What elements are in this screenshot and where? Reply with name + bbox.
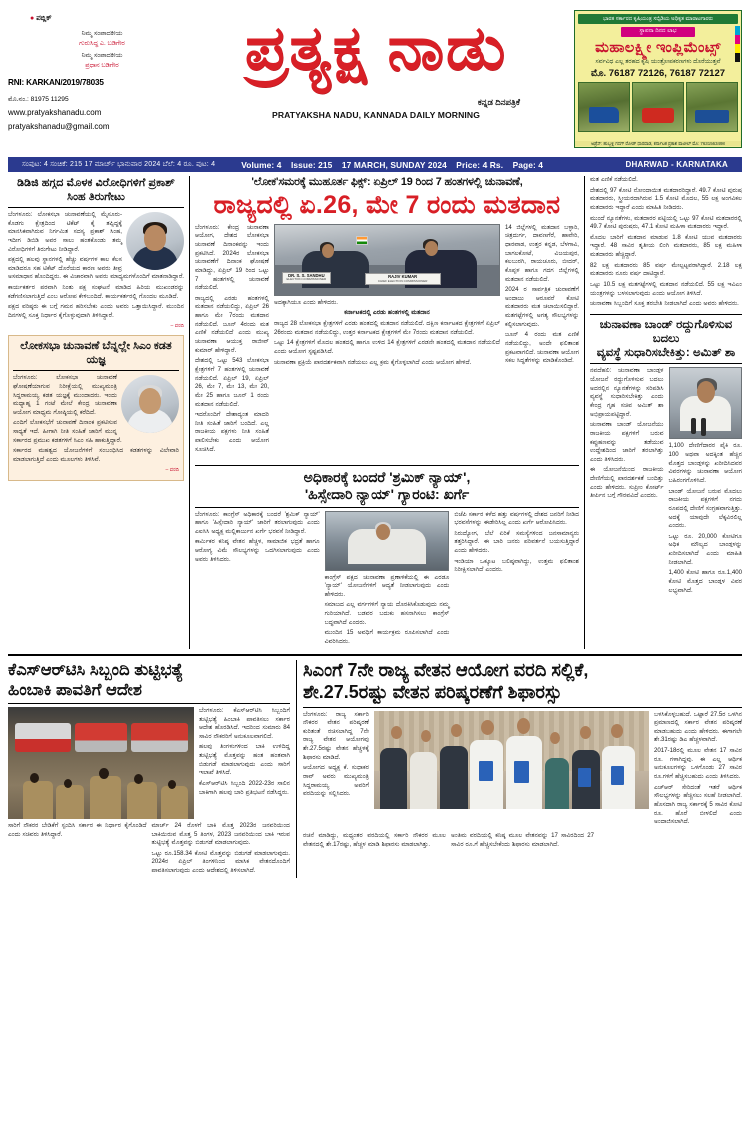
lead-story-columns <box>195 224 579 457</box>
masthead-subtitle-kn: ಕನ್ನಡ ದಿನಪತ್ರಿಕೆ <box>477 97 520 108</box>
info-price: Price: 4 Rs. <box>456 159 504 170</box>
bl-c2-p2: ಮಾರ್ಚ್ 24 ರೊಳಗೆ ಬಾಕಿ ಮೊತ್ತ 2023ರ ಜನವರಿಯಿಂದ ಬಾಕಿಯಿರುವ ಮೊತ್ತ 5 ತಿಂಗಳ, 2023 ಜನವರಿಯಿಂದ ಬಾಕಿ ಇರುವ ತುಟ್ಟಿಭತ್ಯೆ ಮೊತ್ತವನ್ನು ಬಿಡುಗಡೆ ಮಾಡಲಾಗುವುದು. <box>151 821 290 847</box>
info-volume: Volume: 4 <box>241 159 282 170</box>
right-p1: ಮತ ಎಣಿಕೆ ನಡೆಯಲಿದೆ. <box>590 176 638 183</box>
mid-left-col-3 <box>454 511 579 649</box>
ksrtc-strike-photo <box>8 707 194 819</box>
lead-col3-p2: 2024 ರ ಸಾರ್ವತ್ರಿಕ ಚುನಾವಣೆಗೆ ಅಂದಾಜು ಆರೂವರೆ ಕೋಟಿ ಮತದಾರರು ಮತ ಚಲಾಯಿಸಲಿದ್ದಾರೆ. ಮತಗಟ್ಟೆಗಳಲ್ಲಿ ಅಗತ್ಯ ಸೌಲಭ್ಯಗಳನ್ನು ಕಲ್ಪಿಸಲಾಗುವುದು. <box>505 286 579 328</box>
info-place: DHARWAD - KARNATAKA <box>625 160 728 169</box>
left-story-1-para-3: ಕಾರ್ಯಕರ್ತರ ಪರವಾಗಿ ನಿಂತು ಪಕ್ಷ ಸಂಘಟನೆ ಮಾಡಿದ ಹಿರಿಯ ಮುಖಂಡರನ್ನು ಕಡೆಗಣಿಸಲಾಗುತ್ತಿದೆ ಎಂಬ ಆರೋಪ ಕೇಳಿಬಂದಿದೆ. ಕಾರ್ಯಕರ್ತರಲ್ಲಿ ಗೊಂದಲ ಮೂಡಿದೆ. <box>8 284 184 300</box>
mid-right-headline-2: ವ್ಯವಸ್ಥೆ ಸುಧಾರಿಸಬೇಕಿತ್ತು: ಅಮಿತ್ ಶಾ <box>596 346 736 360</box>
lead-col2-p1: ಅದಕ್ಕಾಗಿಯೂ ಎಂದು ಹೇಳಿದರು. <box>274 298 338 306</box>
nameplate1-name: RAJIV KUMAR <box>388 274 418 279</box>
lead-col2-p3: ರಾಜ್ಯದ 28 ಲೋಕಸಭಾ ಕ್ಷೇತ್ರಗಳಿಗೆ ಎರಡು ಹಂತದಲ್ಲಿ ಮತದಾನ ನಡೆಯಲಿದೆ. ದಕ್ಷಿಣ ಕರ್ನಾಟಕದ ಕ್ಷೇತ್ರಗಳಿಗೆ ಏಪ್ರಿಲ್ 26ರಂದು ಮತದಾನ ನಡೆಯಲಿದ್ದು, ಉತ್ತರ ಕರ್ನಾಟಕದ ಕ್ಷೇತ್ರಗಳಿಗೆ ಮೇ 7ರಂದು ಮತದಾನ ನಡೆಯಲಿದೆ. <box>274 319 500 336</box>
mid-left-c2-p1: ಕಾಂಗ್ರೆಸ್ ಪಕ್ಷದ ಚುನಾವಣಾ ಪ್ರಣಾಳಿಕೆಯಲ್ಲಿ ಈ ಎರಡೂ 'ನ್ಯಾಯ್' ಯೋಜನೆಗಳಿಗೆ ಆದ್ಯತೆ ನೀಡಲಾಗುವುದು ಎಂದು ಹೇಳಿದರು. <box>324 573 450 598</box>
bottom-left-col-1 <box>199 707 290 819</box>
bottom-right-col-2b <box>451 832 594 851</box>
bottom-right-photo-block <box>374 711 649 829</box>
br-c3-p3: ಎಚ್ಆರ್ ಸೇರಿದಂತೆ ಇತರೆ ಆರ್ಥಿಕ ಸೌಲಭ್ಯಗಳನ್ನು ಹೆಚ್ಚಿಸಲು ಸಲಹೆ ನೀಡಲಾಗಿದೆ. ಹೊಸದಾಗಿ ರಾಜ್ಯ ಸರ್ಕಾರಕ್ಕೆ 5 ಸಾವಿರ ಕೋಟಿ ರೂ. ಹೊರೆ ಬೀಳಲಿದೆ ಎಂದು ಅಂದಾಜಿಸಲಾಗಿದೆ. <box>654 783 742 826</box>
masthead-kn-line3: ನಿಮ್ಮ ಸಂಪಾದಕೀಯ <box>81 52 123 60</box>
bottom-left-photo-block <box>8 707 194 819</box>
mid-left-headline-1: ಅಧಿಕಾರಕ್ಕೆ ಬಂದರೆ 'ಶ್ರಮಿಕ್ ನ್ಯಾಯ್', <box>303 469 471 486</box>
bottom-left-story[interactable] <box>8 660 290 878</box>
info-pages: Page: 4 <box>512 159 544 170</box>
lead-kicker: 'ಲೋಕ'ಸಮರಕ್ಕೆ ಮುಹೂರ್ತ ಫಿಕ್ಸ್: ಏಪ್ರಿಲ್ 19 ರಿಂದ 7 ಹಂತಗಳಲ್ಲಿ ಚುನಾವಣೆ, <box>251 176 523 188</box>
left-story-1-photo <box>126 212 184 270</box>
ad-image-plough <box>578 82 630 132</box>
ad-phone: ಮೊ. 76187 72126, 76187 72127 <box>590 67 726 79</box>
bottom-right-headline-2: ಶೇ.27.5ರಷ್ಟು ವೇತನ ಪರಿಷ್ಕರಣೆಗೆ ಶಿಫಾರಸ್ಸು <box>303 681 562 702</box>
br-c1-p2: ಆಯೋಗದ ಅಧ್ಯಕ್ಷ ಕೆ. ಸುಧಾಕರ ರಾವ್ ಅವರು ಮುಖ್ಯಮಂತ್ರಿ ಸಿದ್ದರಾಮಯ್ಯ ಅವರಿಗೆ ವರದಿಯನ್ನು ಸಲ್ಲಿಸಿದರು. <box>303 764 369 798</box>
bottom-right-story[interactable] <box>303 660 742 878</box>
ad-product-images <box>578 82 737 132</box>
info-issue: Issue: 215 <box>290 159 333 170</box>
lead-col1-p1: ಬೆಂಗಳೂರು: ಕೇಂದ್ರ ಚುನಾವಣಾ ಆಯೋಗ, ದೇಶದ ಲೋಕಸಭಾ ಚುನಾವಣೆ ದಿನಾಂಕವನ್ನು ಇಂದು ಪ್ರಕಟಿಸಿದೆ. 2024ರ ಲೋಕಸಭಾ ಚುನಾವಣೆಗೆ ದಿನಾಂಕ ಘೋಷಣೆ ಮಾಡಿದ್ದು, ಏಪ್ರಿಲ್ 19 ರಿಂದ ಒಟ್ಟು 7 ಹಂತಗಳಲ್ಲಿ ಚುನಾವಣೆ ನಡೆಯಲಿದೆ. <box>195 223 269 292</box>
mid-right-col-1 <box>590 367 664 597</box>
bl-c1-p3: ಕೆಎಸ್ಆರ್‌ಟಿಸಿ ಸಿಬ್ಬಂದಿ 2022-23ರ ಸಾಲಿನ ಬಾಕಿಗಾಗಿ ಹಲವು ಬಾರಿ ಪ್ರತಿಭಟನೆ ನಡೆಸಿದ್ದರು. <box>199 780 290 796</box>
column-divider-1 <box>189 176 190 649</box>
masthead-center <box>178 6 574 120</box>
bottom-divider <box>296 660 297 878</box>
left-story-2-body <box>13 374 179 474</box>
right-p2: ದೇಶದಲ್ಲಿ 97 ಕೋಟಿ ನೋಂದಾಯಿತ ಮತದಾರರಿದ್ದಾರೆ. 49.7 ಕೋಟಿ ಪುರುಷ ಮತದಾರರು, ಸ್ತ್ರೀಯರದಾಗಿರುವ 1.5 ಕೋಟಿ ಮೊದಲ, 55 ಲಕ್ಷ ಅಂಗವಿಕಲ ಮತದಾರರು ಇದ್ದಾರೆ ಎಂದು ಮಾಹಿತಿ ನೀಡಿದರು. <box>590 186 742 211</box>
masthead-advertisement[interactable] <box>574 10 742 148</box>
left-story-1-para-1: ಬೆಂಗಳೂರು: ಲೋಕಸಭಾ ಚುನಾವಣೆಯಲ್ಲಿ ಮೈಸೂರು-ಕೊಡಗು ಕ್ಷೇತ್ರದಿಂದ ಟಿಕೆಟ್ ಕೈ ತಪ್ಪಿದ್ದಕ್ಕೆ ಮಾನಸಿಕವಾಗಿರುವ ನಿರ್ಗಮಿತ ಸದಸ್ಯ ಪ್ರಕಾಶ್ ಸಿಂಹ, ಇದೀಗ ಡಿಬಿಡಿ ಅವರ ಸಾಲು ಹಂತಕೊಂಡು ತಮ್ಮ ವಿರೋಧಿಗಳಿಗೆ ತಿರುಗೇಟು ನೀಡಿದ್ದಾರೆ. <box>8 211 122 253</box>
mid-right-col-2 <box>669 367 743 597</box>
center-column <box>195 176 579 649</box>
mid-left-c1-p1: ಬೆಂಗಳೂರು: ಕಾಂಗ್ರೆಸ್ ಅಧಿಕಾರಕ್ಕೆ ಬಂದರೆ 'ಶ್ರಮಿಕ್ ನ್ಯಾಯ್' ಹಾಗೂ 'ಹಿಸ್ಸೇದಾರಿ ನ್ಯಾಯ್' ಜಾರಿಗೆ ತರಲಾಗುವುದು ಎಂದು ಎಐಸಿಸಿ ಅಧ್ಯಕ್ಷ ಮಲ್ಲಿಕಾರ್ಜುನ ಖರ್ಗೆ ಭರವಸೆ ನೀಡಿದ್ದಾರೆ. <box>195 510 320 535</box>
bottom-left-headline-1: ಕೆಎಸ್ಆರ್‌ಟಿಸಿ ಸಿಬ್ಬಂದಿ ತುಟ್ಟಿಭತ್ಯೆ <box>8 660 184 679</box>
nameplate2-name: DR. S. S. SANDHU <box>288 272 325 278</box>
left-story-2[interactable] <box>8 335 184 481</box>
lead-center-block <box>274 224 500 457</box>
lead-col2-subhead: ಕರ್ನಾಟಕದಲ್ಲಿ ಎರಡು ಹಂತಗಳಲ್ಲಿ ಮತದಾನ <box>344 309 430 317</box>
bottom-right-col-2c <box>599 832 742 851</box>
ad-image-trailer <box>686 82 738 132</box>
masthead <box>8 6 742 154</box>
kharge-photo <box>325 511 450 571</box>
masthead-bullet: ● ಪಬ್ಲಿಕ್ <box>30 15 52 22</box>
mid-left-c2-p2: ಸಮಾಜದ ಎಲ್ಲ ವರ್ಗಗಳಿಗೆ ನ್ಯಾಯ ದೊರಕಿಸಿಕೊಡುವುದು ನಮ್ಮ ಗುರಿಯಾಗಿದೆ. ಬಡವರ ಬದುಕು ಹಸನಾಗಿಸಲು ಕಾಂಗ್ರೆಸ್ ಬದ್ಧವಾಗಿದೆ ಎಂದರು. <box>324 601 450 626</box>
mid-right-c2-p3: ಒಟ್ಟು ರೂ. 20,000 ಕೋಟಿಗೂ ಅಧಿಕ ಮೌಲ್ಯದ ಬಾಂಡ್ಗಳನ್ನು ಖರೀದಿಸಲಾಗಿದೆ ಎಂದು ಮಾಹಿತಿ ನೀಡಲಾಗಿದೆ. <box>668 532 742 566</box>
mid-stories-row <box>195 460 579 648</box>
left-story-1-para-4: ಪಕ್ಷದ ವರಿಷ್ಠರು ಈ ಬಗ್ಗೆ ಗಮನ ಹರಿಸಬೇಕು ಎಂದು ಅವರು ಒತ್ತಾಯಿಸಿದ್ದಾರೆ. ಮುಂದಿನ ದಿನಗಳಲ್ಲಿ ಸೂಕ್ತ ನಿರ್ಧಾರ ಕೈಗೊಳ್ಳುವುದಾಗಿ ತಿಳಿಸಿದ್ದಾರೆ. <box>8 303 184 320</box>
ad-footer-address: ಅಡ್ರೆಸ್: ಹುಬ್ಬಳ್ಳಿ ಗದಗ್ ರೋಡ್ ಧಾರವಾಡ, ಕರ್ನಾಟಕ ಪ್ರಕಾಶ ಪಾಟೀಲ್ ಮೊ: 7631563498 <box>575 141 741 146</box>
mid-right-c2-p1: 1,100 ದೇಣಿಗೆದಾರರ ಪೈಕಿ ರೂ. 100 ಅಥವಾ ಅದಕ್ಕಿಂತ ಹೆಚ್ಚಿನ ಮೊತ್ತದ ಬಾಂಡ್ಗಳನ್ನು ಖರೀದಿಸಿದವರ ವಿವರಗಳನ್ನು ಚುನಾವಣಾ ಆಯೋಗ ಬಹಿರಂಗಗೊಳಿಸಿದೆ. <box>668 442 742 484</box>
bottom-right-headline-1: ಸಿಎಂಗೆ 7ನೇ ರಾಜ್ಯ ವೇತನ ಆಯೋಗ ವರದಿ ಸಲ್ಲಿಕೆ, <box>303 659 589 680</box>
masthead-kn-line4: ಪ್ರಧಾನ ಬಡಿಗೇರ <box>85 61 119 69</box>
masthead-email[interactable]: pratyakshanadu@gmail.com <box>8 121 110 131</box>
left-story-2-byline: – ವರದಿ <box>165 466 179 473</box>
br-c2-p2: ಅಂತಿಮ ವರದಿಯಲ್ಲಿ ಕನಿಷ್ಠ ಮೂಲ ವೇತನವನ್ನು 17 ಸಾವಿರದಿಂದ 27 ಸಾವಿರ ರೂ.ಗೆ ಹೆಚ್ಚಿಸಬೇಕೆಂದು ಶಿಫಾರಸು ಮಾಡಲಾಗಿದೆ. <box>451 831 594 848</box>
lead-col2-p4: ಒಟ್ಟು 14 ಕ್ಷೇತ್ರಗಳಿಗೆ ಮೊದಲ ಹಂತದಲ್ಲಿ ಹಾಗೂ ಉಳಿದ 14 ಕ್ಷೇತ್ರಗಳಿಗೆ ಎರಡನೇ ಹಂತದಲ್ಲಿ ಮತದಾನ ನಡೆಯಲಿದೆ ಎಂದು ಆಯೋಗ ಸ್ಪಷ್ಟಪಡಿಸಿದೆ. <box>274 339 500 355</box>
masthead-website[interactable]: www.pratyakshanadu.com <box>8 108 102 118</box>
left-story-2-para-3: ಸರ್ಕಾರದ ಮಹತ್ವದ ಯೋಜನೆಗಳಿಗೆ ಸಂಬಂಧಿಸಿದ ಕಡತಗಳನ್ನು ವಿಲೇವಾರಿ ಮಾಡಲಾಗುತ್ತಿದೆ ಎಂದು ಮೂಲಗಳು ತಿಳಿಸಿವೆ. <box>13 447 179 464</box>
br-c3-p2: 2017-18ರಲ್ಲಿ ಮೂಲ ವೇತನ 17 ಸಾವಿರ ರೂ. ಗಳಾಗಿದ್ದವು. ಈ ಎಲ್ಲ ಆರ್ಥಿಕ ಅನುಕೂಲಗಳನ್ನು ಒಳಗೊಂಡು 27 ಸಾವಿರ ರೂ.ಗಳಿಗೆ ಹೆಚ್ಚಿಸಬಹುದು ಎಂದು ತಿಳಿಸಿದರು. <box>654 747 742 781</box>
masthead-subtitle-en: PRATYAKSHA NADU, KANNADA DAILY MORNING <box>272 110 480 121</box>
masthead-bullet-label: ಪಬ್ಲಿಕ್ <box>36 15 52 22</box>
lead-col3-p1: 14 ಜಿಲ್ಲೆಗಳಲ್ಲಿ ಮತದಾನ ಬಳ್ಳಾರಿ, ಚಿತ್ರದುರ್ಗ, ದಾವಣಗೆರೆ, ಹಾವೇರಿ, ಧಾರವಾಡ, ಉತ್ತರ ಕನ್ನಡ, ಬೆಳಗಾವಿ, ಬಾಗಲಕೋಟೆ, ವಿಜಯಪುರ, ಕಲಬುರಗಿ, ರಾಯಚೂರು, ಬೀದರ್, ಕೊಪ್ಪಳ ಹಾಗೂ ಗದಗ ಜಿಲ್ಲೆಗಳಲ್ಲಿ ಮತದಾನ ನಡೆಯಲಿದೆ. <box>505 223 579 283</box>
bottom-right-col-2a <box>303 832 446 851</box>
mid-right-story[interactable] <box>590 314 742 597</box>
mid-right-c1-p2: ಚುನಾವಣಾ ಬಾಂಡ್ ಯೋಜನೆಯು ರಾಜಕೀಯ ಪಕ್ಷಗಳಿಗೆ ಬರುವ ಕಪ್ಪುಹಣವನ್ನು ತಡೆಯುವ ಉದ್ದೇಶದಿಂದ ಜಾರಿಗೆ ತರಲಾಗಿತ್ತು ಎಂದು ತಿಳಿಸಿದರು. <box>590 421 664 463</box>
lead-story[interactable] <box>195 176 579 456</box>
lead-headline: ರಾಜ್ಯದಲ್ಲಿ ಏ.26, ಮೇ 7 ರಂದು ಮತದಾನ <box>213 190 561 219</box>
masthead-contact <box>8 95 178 132</box>
mid-right-c1-p1: ನವದೆಹಲಿ: ಚುನಾವಣಾ ಬಾಂಡ್ಗಳ ಯೋಜನೆ ರದ್ದುಗೊಳಿಸುವ ಬದಲು ಅದರಲ್ಲಿನ ನ್ಯೂನತೆಗಳನ್ನು ಸರಿಪಡಿಸಿ ವ್ಯವಸ್ಥೆ ಸುಧಾರಿಸಬೇಕಿತ್ತು ಎಂದು ಕೇಂದ್ರ ಗೃಹ ಸಚಿವ ಅಮಿತ್ ಶಾ ಅಭಿಪ್ರಾಯಪಟ್ಟಿದ್ದಾರೆ. <box>590 367 664 418</box>
ad-tagline: ಸರ್ವವಿಧ ಎಲ್ಲ ತರಹದ ಕೃಷಿ ಯಂತ್ರೋಪಕರಣಗಳು ದೊರೆಯುತ್ತವೆ <box>595 58 721 65</box>
amit-shah-photo <box>669 367 743 439</box>
right-column <box>590 176 742 649</box>
election-commission-photo <box>274 224 500 296</box>
bottom-left-headline-2: ಹಿಂಬಾಕಿ ಪಾವತಿಗೆ ಆದೇಶ <box>8 680 142 699</box>
lead-story-jump-text <box>590 176 742 309</box>
lead-col-1 <box>195 224 269 457</box>
lead-col1-p2: ರಾಜ್ಯದಲ್ಲಿ ಎರಡು ಹಂತಗಳಲ್ಲಿ ಮತದಾನ ನಡೆಯಲಿದ್ದು, ಏಪ್ರಿಲ್ 26 ಹಾಗೂ ಮೇ 7ರಂದು ಮತದಾನ ನಡೆಯಲಿದೆ. ಜೂನ್ 4ರಂದು ಮತ ಎಣಿಕೆ ನಡೆಯಲಿದೆ ಎಂದು ಮುಖ್ಯ ಚುನಾವಣಾ ಆಯುಕ್ತ ರಾಜೀವ್ ಕುಮಾರ್ ಹೇಳಿದ್ದಾರೆ. <box>195 294 269 354</box>
nameplate-left <box>282 272 331 284</box>
right-p4: ಮೊದಲ ಬಾರಿಗೆ ಮತದಾನ ಮಾಡುವ 1.8 ಕೋಟಿ ಯುವ ಮತದಾರರು ಇದ್ದಾರೆ. 48 ಸಾವಿರ ತೃತೀಯ ಲಿಂಗಿ ಮತದಾರರು, 85 ಲಕ್ಷ ಮಹಿಳಾ ಮತದಾರರು ಹೆಚ್ಚಿದ್ದಾರೆ. <box>590 233 742 259</box>
ad-strip-top: ಭಾರತ ಸರ್ಕಾರದ ಕೃಷಿಯಂತ್ರ ಸಬ್ಸಿಡಿಯ ಅಧಿಕೃತ ಮಾರಾಟಗಾರರು <box>578 14 737 24</box>
mid-left-c1-p2: ಕಾರ್ಮಿಕರ ಕನಿಷ್ಠ ವೇತನ ಹೆಚ್ಚಳ, ಸಾಮಾಜಿಕ ಭದ್ರತೆ ಹಾಗೂ ಆರೋಗ್ಯ ವಿಮೆ ಸೌಲಭ್ಯಗಳನ್ನು ಒದಗಿಸಲಾಗುವುದು ಎಂದು ಅವರು ತಿಳಿಸಿದರು. <box>195 538 320 563</box>
bottom-right-col-3 <box>654 711 742 829</box>
issue-info-bar <box>8 157 742 172</box>
right-p3: ಮುಂದೆ ನ್ಯೂನತೆಗಳು, ಮತದಾರರ ಪಟ್ಟಿಯಲ್ಲಿ ಒಟ್ಟು 97 ಕೋಟಿ ಮತದಾರರಲ್ಲಿ 49.7 ಕೋಟಿ ಪುರುಷರು, 47.1 ಕೋಟಿ ಮಹಿಳಾ ಮತದಾರರು ಇದ್ದಾರೆ. <box>590 214 742 231</box>
masthead-kn-line2: ಗುರುಸಿದ್ಧ ಎ. ಬಡಿಗೇರ <box>79 39 125 47</box>
bl-c1-p1: ಬೆಂಗಳೂರು: ಕೆಎಸ್ಆರ್‌ಟಿಸಿ ಸಿಬ್ಬಂದಿಗೆ ತುಟ್ಟಿಭತ್ಯೆ ಹಿಂಬಾಕಿ ಪಾವತಿಸಲು ಸರ್ಕಾರ ಆದೇಶ ಹೊರಡಿಸಿದೆ. ಇದರಿಂದ ಸುಮಾರು 84 ಸಾವಿರ ನೌಕರರಿಗೆ ಅನುಕೂಲವಾಗಲಿದೆ. <box>199 706 290 740</box>
mid-left-col-1 <box>195 511 320 649</box>
lead-col1-p4: ಇದರೊಂದಿಗೆ ದೇಶಾದ್ಯಂತ ಮಾದರಿ ನೀತಿ ಸಂಹಿತೆ ಜಾರಿಗೆ ಬಂದಿದೆ. ಎಲ್ಲ ರಾಜಕೀಯ ಪಕ್ಷಗಳು ನೀತಿ ಸಂಹಿತೆ ಪಾಲಿಸಬೇಕು ಎಂದು ಆಯೋಗ ಸೂಚಿಸಿದೆ. <box>195 411 269 453</box>
mid-left-c3-p2: ನಿರುದ್ಯೋಗ, ಬೆಲೆ ಏರಿಕೆ ಸಮಸ್ಯೆಗಳಿಂದ ಜನಸಾಮಾನ್ಯರು ತತ್ತರಿಸಿದ್ದಾರೆ. ಈ ಬಾರಿ ಜನರು ಪರಿವರ್ತನೆ ಬಯಸುತ್ತಿದ್ದಾರೆ ಎಂದು ಹೇಳಿದರು. <box>454 529 580 555</box>
nameplate2-role: ELECTION COMMISSIONER <box>286 277 327 282</box>
left-story-2-photo <box>121 375 179 433</box>
left-story-1[interactable] <box>8 176 184 330</box>
left-story-2-para-1: ಬೆಂಗಳೂರು: ಲೋಕಸಭಾ ಚುನಾವಣೆ ಘೋಷಣೆಯಾಗುವ ನಿರೀಕ್ಷೆಯಲ್ಲಿ ಮುಖ್ಯಮಂತ್ರಿ ಸಿದ್ದರಾಮಯ್ಯ ಕಡತ ಯಜ್ಞಕ್ಕೆ ಮುಂದಾದರು. ಇಂದು ಮಧ್ಯಾಹ್ನ 1 ಗಂಟೆ ಮೇಲೆ ಕೇಂದ್ರ ಚುನಾವಣಾ ಆಯೋಗ ಮಾಧ್ಯಮ ಗೋಷ್ಠಿಯಲ್ಲಿ ಕರೆದಿದೆ. <box>13 374 117 416</box>
mid-left-c2-p3: ಮುಂದಿನ 15 ಅವಧಿಗೆ ಕಾರ್ಯಕ್ರಮ ರೂಪಿಸಲಾಗಿದೆ ಎಂದು ವಿವರಿಸಿದರು. <box>324 629 450 645</box>
newspaper-title: ಪ್ರತ್ಯಕ್ಷ ನಾಡು <box>244 14 508 83</box>
br-c3-p1: ಬಳಸಿಕೊಳ್ಳಬಹುದೆ. ಒಟ್ಟಾರೆ 27.5ರ ಒಳಗಿನ ಪ್ರಮಾಣದಲ್ಲಿ ಸರ್ಕಾರ ವೇತನ ಪರಿಷ್ಕರಣೆ ಮಾಡಬಹುದು ಎಂದು ಹೇಳಿದರು. ಈಗಾಗಲೇ ಶೇ.31ರಷ್ಟು ಡಿಎ ಹೆಚ್ಚಳವಾಗಿದೆ. <box>654 710 742 744</box>
info-english <box>241 160 550 170</box>
mid-left-c3-p3: ಇಂಡಿಯಾ ಒಕ್ಕೂಟ ಬಲಿಷ್ಠವಾಗಿದ್ದು, ಉತ್ತಮ ಫಲಿತಾಂಶ ನಿರೀಕ್ಷಿಸಲಾಗಿದೆ ಎಂದರು. <box>454 557 580 574</box>
mid-left-col-2 <box>325 511 450 649</box>
lead-col-3 <box>505 224 579 457</box>
lead-col-2 <box>274 299 500 367</box>
left-story-1-headline: ಡಿಡಿಜಿ ಹಗ್ಗದ ಮೊಳಕ ವಿರೋಧಿಗಳಿಗೆ ಪ್ರಕಾಶ್ ಸಿಂಹ ತಿರುಗೇಟು <box>17 177 175 203</box>
bottom-left-col-2 <box>8 822 147 878</box>
mid-left-c3-p1: ಬಿಜೆಪಿ ಸರ್ಕಾರ ಕಳೆದ ಹತ್ತು ವರ್ಷಗಳಲ್ಲಿ ದೇಶದ ಜನರಿಗೆ ನೀಡಿದ ಭರವಸೆಗಳನ್ನು ಈಡೇರಿಸಿಲ್ಲ ಎಂದು ಖರ್ಗೆ ಆರೋಪಿಸಿದರು. <box>454 510 580 527</box>
bottom-right-col-1 <box>303 711 369 829</box>
masthead-kn-line1: ನಿಮ್ಮ ಸಂಪಾದಕೀಯ <box>81 30 123 38</box>
bottom-left-col-3 <box>152 822 291 878</box>
bl-c2-p3: ಒಟ್ಟು ರೂ.158.34 ಕೋಟಿ ಮೊತ್ತವನ್ನು ಬಿಡುಗಡೆ ಮಾಡಲಾಗುವುದು. 2024ರ ಏಪ್ರಿಲ್ ತಿಂಗಳಿನಿಂದ ಮಾಸಿಕ ವೇತನದೊಂದಿಗೆ ಪಾವತಿಸಲಾಗುವುದು ಎಂದು ಆದೇಶದಲ್ಲಿ ತಿಳಿಸಲಾಗಿದೆ. <box>151 849 290 875</box>
left-story-1-body <box>8 211 184 330</box>
br-c1-p1: ಬೆಂಗಳೂರು: ರಾಜ್ಯ ಸರ್ಕಾರಿ ನೌಕರರ ವೇತನ ಪರಿಷ್ಕರಣೆ ಕುರಿತಂತೆ ರಚಿಸಲಾಗಿದ್ದ 7ನೇ ರಾಜ್ಯ ವೇತನ ಆಯೋಗವು ಶೇ.27.5ರಷ್ಟು ವೇತನ ಹೆಚ್ಚಳಕ್ಕೆ ಶಿಫಾರಸು ಮಾಡಿದೆ. <box>303 710 369 761</box>
br-c2-p1: ರಚನೆ ಮಾಡಿದ್ದು, ಮಧ್ಯಂತರ ವರದಿಯಲ್ಲಿ ಸರ್ಕಾರಿ ನೌಕರರ ಮೂಲ ವೇತನದಲ್ಲಿ ಶೇ.17ರಷ್ಟು, ಹೆಚ್ಚಳ ಮಾಡಿ ಶಿಫಾರಸು ಮಾಡಲಾಗಿತ್ತು. <box>303 831 446 848</box>
pay-commission-report-photo <box>374 711 649 809</box>
lead-col1-p3: ದೇಶದಲ್ಲಿ ಒಟ್ಟು 543 ಲೋಕಸಭಾ ಕ್ಷೇತ್ರಗಳಿಗೆ 7 ಹಂತಗಳಲ್ಲಿ ಚುನಾವಣೆ ನಡೆಯಲಿದೆ. ಏಪ್ರಿಲ್ 19, ಏಪ್ರಿಲ್ 26, ಮೇ 7, ಮೇ 13, ಮೇ 20, ಮೇ 25 ಹಾಗೂ ಜೂನ್ 1 ರಂದು ಮತದಾನ ನಡೆಯಲಿದೆ. <box>195 357 269 408</box>
nameplate1-role: CHIEF ELECTION COMMISSIONER <box>377 278 428 283</box>
bl-c2-p1: ಸಾರಿಗೆ ನೌಕರರ ಬೇಡಿಕೆಗೆ ಸ್ಪಂದಿಸಿ ಸರ್ಕಾರ ಈ ನಿರ್ಧಾರ ಕೈಗೊಂಡಿದೆ ಎಂದು ಸಚಿವರು ತಿಳಿಸಿದ್ದಾರೆ. <box>8 821 147 838</box>
mid-left-story[interactable] <box>195 460 579 648</box>
right-p6: ಒಟ್ಟು 10.5 ಲಕ್ಷ ಮತಗಟ್ಟೆಗಳಲ್ಲಿ ಮತದಾನ ನಡೆಯಲಿದೆ. 55 ಲಕ್ಷ ಇವಿಎಂ ಯಂತ್ರಗಳನ್ನು ಬಳಸಲಾಗುವುದು ಎಂದು ಆಯೋಗ ತಿಳಿಸಿದೆ. <box>590 281 742 297</box>
bl-c1-p2: ಹಲವು ತಿಂಗಳುಗಳಿಂದ ಬಾಕಿ ಉಳಿದಿದ್ದ ತುಟ್ಟಿಭತ್ಯೆ ಮೊತ್ತವನ್ನು ಹಂತ ಹಂತವಾಗಿ ಬಿಡುಗಡೆ ಮಾಡಲಾಗುವುದು ಎಂದು ಸಾರಿಗೆ ಇಲಾಖೆ ತಿಳಿಸಿದೆ. <box>199 743 290 777</box>
left-story-2-para-2: ಎಂದಿಗೆ ಲೋಕಸಭೆಗೆ ಚುನಾವಣೆ ದಿನಾಂಕ ಪ್ರಕಟಿಸುವ ಸಾಧ್ಯತೆ ಇದೆ. ಹೀಗಾಗಿ ನೀತಿ ಸಂಹಿತೆ ಜಾರಿಗೆ ಮುನ್ನ ಸರ್ಕಾರದ ಪ್ರಮುಖ ಕಡತಗಳಿಗೆ ಸಿಎಂ ಸಹಿ ಹಾಕುತ್ತಿದ್ದಾರೆ. <box>13 419 122 444</box>
main-content <box>8 176 742 649</box>
lead-col2-p5: ಚುನಾವಣಾ ಪ್ರಕ್ರಿಯೆ ಪಾರದರ್ಶಕವಾಗಿ ನಡೆಯಲು ಎಲ್ಲ ಕ್ರಮ ಕೈಗೊಳ್ಳಲಾಗಿದೆ ಎಂದು ಆಯೋಗ ಹೇಳಿದೆ. <box>274 358 472 366</box>
left-story-2-headline: ಲೋಕಸಭಾ ಚುನಾವಣೆ ಬೆನ್ನಲ್ಲೇ ಸಿಎಂ ಕಡತ ಯಜ್ಞ <box>20 339 172 366</box>
ad-strip-pink: ಸ್ಥಾಪನಾ ದಿನದ ಲಾಭ <box>621 27 694 37</box>
mid-right-c2-p4: 1,400 ಕೋಟಿ ಹಾಗೂ ರೂ.1,400 ಕೋಟಿ ಮೊತ್ತದ ಬಾಂಡ್ಗಳ ವಿವರ ಲಭ್ಯವಾಗಿದೆ. <box>668 569 742 594</box>
left-story-1-byline: – ವರದಿ <box>170 322 184 329</box>
ad-image-rotavator <box>632 82 684 132</box>
mid-left-headline-2: 'ಹಿಸ್ಸೇದಾರಿ ನ್ಯಾಯ್' ಗ್ಯಾರಂಟಿ: ಖರ್ಗೆ <box>304 486 470 503</box>
mid-right-c1-p3: ಈ ಯೋಜನೆಯಿಂದ ರಾಜಕೀಯ ದೇಣಿಗೆಯಲ್ಲಿ ಪಾರದರ್ಶಕತೆ ಬಂದಿತ್ತು ಎಂದು ಹೇಳಿದರು. ಸುಪ್ರೀಂ ಕೋರ್ಟ್ ತೀರ್ಪಿನ ಬಗ್ಗೆ ಗೌರವವಿದೆ ಎಂದರು. <box>590 466 664 500</box>
mid-right-headline-1: ಚುನಾವಣಾ ಬಾಂಡ್ ರದ್ದುಗೊಳಿಸುವ ಬದಲು <box>599 317 733 346</box>
info-date: 17 MARCH, SUNDAY 2024 <box>341 159 447 170</box>
right-p7: ಚುನಾವಣಾ ಸಿಬ್ಬಂದಿಗೆ ಸೂಕ್ತ ತರಬೇತಿ ನೀಡಲಾಗಿದೆ ಎಂದು ಅವರು ಹೇಳಿದರು. <box>590 300 739 308</box>
nameplate-right <box>365 273 441 285</box>
column-divider-2 <box>584 176 585 649</box>
left-column <box>8 176 184 649</box>
color-registration-bars <box>735 26 740 62</box>
right-p5: 82 ಲಕ್ಷ ಮತದಾರರು 85 ವರ್ಷ ಮೇಲ್ಪಟ್ಟವರಾಗಿದ್ದಾರೆ. 2.18 ಲಕ್ಷ ಮತದಾರರು ನೂರು ವರ್ಷ ದಾಟಿದ್ದಾರೆ. <box>590 261 742 278</box>
masthead-editor-block <box>26 29 178 70</box>
lead-col3-p3: ಜೂನ್ 4 ರಂದು ಮತ ಎಣಿಕೆ ನಡೆಯಲಿದ್ದು, ಅಂದೇ ಫಲಿತಾಂಶ ಪ್ರಕಟವಾಗಲಿದೆ. ಚುನಾವಣಾ ಆಯೋಗ ಸಕಲ ಸಿದ್ಧತೆಗಳನ್ನು ಮಾಡಿಕೊಂಡಿದೆ. <box>505 331 579 365</box>
info-kannada: ಸಂಪುಟ: 4 ಸಂಚಿಕೆ: 215 17 ಮಾರ್ಚ್ ಭಾನುವಾರ 2024 ಬೆಲೆ: 4 ರೂ. ಪುಟ: 4 <box>22 160 216 168</box>
rni-number: RNI: KARKAN/2019/78035 <box>8 77 104 87</box>
masthead-left-info <box>8 6 178 133</box>
ad-title: ಮಹಾಲಕ್ಷ್ಮೀ ಇಂಪ್ಲಿಮೆಂಟ್ಸ್ <box>595 39 721 56</box>
masthead-phone: ಮೊ.ನಂ.: 81975 11295 <box>8 96 69 104</box>
bottom-section <box>8 654 742 878</box>
mid-right-c2-p2: ಬಾಂಡ್ ಯೋಜನೆ ಬರುವ ಮೊದಲು ರಾಜಕೀಯ ಪಕ್ಷಗಳಿಗೆ ನಗದು ರೂಪದಲ್ಲಿ ದೇಣಿಗೆ ಸಂಗ್ರಹವಾಗುತ್ತಿತ್ತು. ಅದಕ್ಕೆ ಯಾವುದೇ ಲೆಕ್ಕವಿರಲಿಲ್ಲ ಎಂದರು. <box>668 487 742 530</box>
left-story-1-para-2: ಪಕ್ಷದಲ್ಲಿ ಹಲವು ಸ್ಥಾನಗಳಲ್ಲಿ ಹೆಚ್ಚು ವರ್ಷಗಳ ಕಾಲ ಕೆಲಸ ಮಾಡಿದರೂ ಸಹ ಟಿಕೆಟ್ ದೊರೆಯದ ಕಾರಣ ಅವರು ತೀವ್ರ ಅಸಮಾಧಾನ ಹೊಂದಿದ್ದರು. ಈ ವಿಚಾರವಾಗಿ ಅವರು ಮಾಧ್ಯಮಗಳೊಂದಿಗೆ ಮಾತನಾಡಿದ್ದಾರೆ. <box>8 256 184 281</box>
